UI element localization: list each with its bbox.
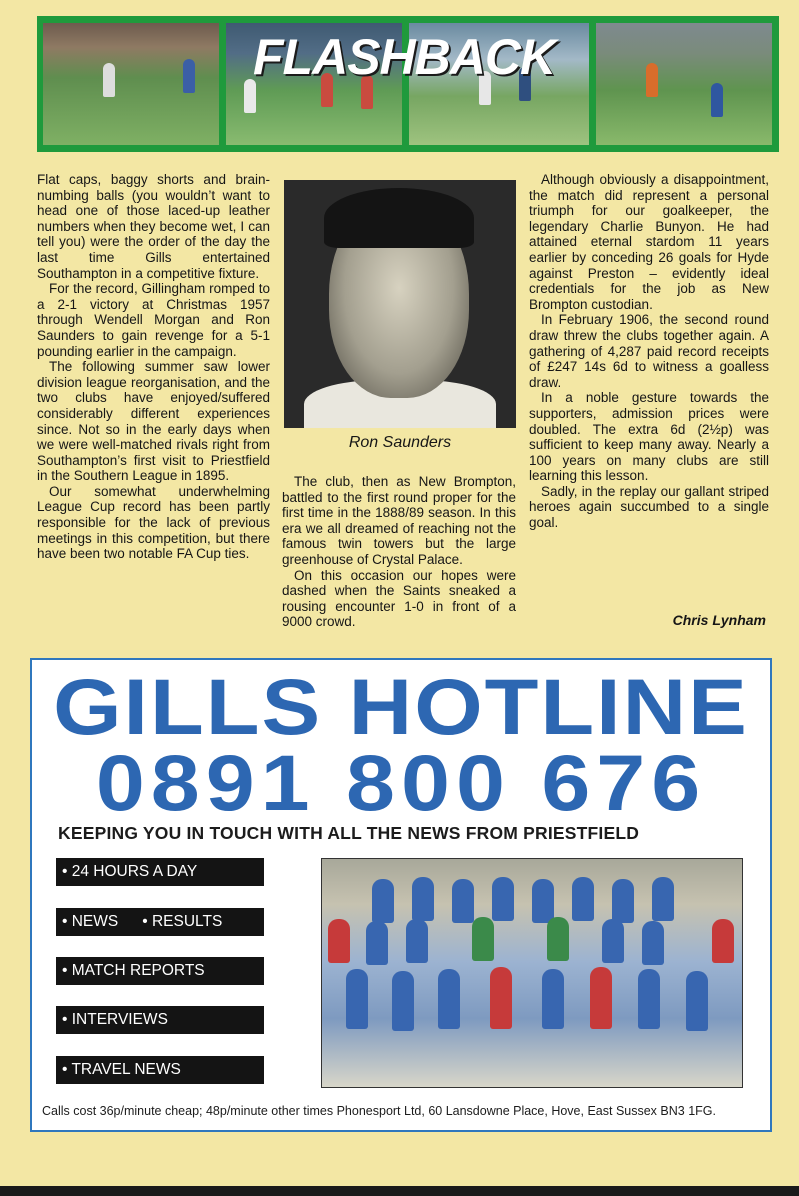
photo-hair — [324, 188, 474, 248]
hotline-tagline: KEEPING YOU IN TOUCH WITH ALL THE NEWS FROM PRIESTFIELD — [58, 823, 640, 843]
article-column-1 — [37, 172, 270, 562]
player — [366, 921, 388, 965]
player — [346, 969, 368, 1029]
feature-bar-24-hours — [56, 858, 264, 886]
paragraph: On this occasion our hopes were dashed when the Saints sneaked a rousing encounter 1-0 in front of a 9000 crowd. — [282, 567, 516, 630]
match-photo-4 — [596, 23, 772, 145]
player — [532, 879, 554, 923]
player — [590, 967, 612, 1029]
player — [572, 877, 594, 921]
player — [686, 971, 708, 1031]
photo-caption: Ron Saunders — [348, 434, 452, 451]
player — [412, 877, 434, 921]
feature-label: • 24 HOURS A DAY — [62, 863, 198, 880]
player — [406, 919, 428, 963]
article-column-2 — [282, 474, 516, 630]
player — [328, 919, 350, 963]
player — [547, 917, 569, 961]
paragraph: For the record, Gillingham romped to a 2-1 victory at Christmas 1957 through Wendell Morgan and Ron Saunders to gain revenge for a 5-1 pounding earlier in the campaign. — [37, 281, 270, 359]
player — [642, 921, 664, 965]
player — [490, 967, 512, 1029]
paragraph: Although obviously a disappointment, the match did represent a personal triumph for our goalkeeper, the legendary Charlie Bunyon. He had attained eternal stardom 11 years earlier by conceding 26 goals for Hyde against Preston – evidently ideal credentials for the job as New Brompton custodian. — [529, 172, 769, 312]
feature-label: • INTERVIEWS — [62, 1011, 168, 1028]
feature-label: • RESULTS — [142, 913, 223, 930]
player — [452, 879, 474, 923]
player — [472, 917, 494, 961]
team-photo — [321, 858, 743, 1088]
feature-label: • TRAVEL NEWS — [62, 1061, 181, 1078]
player — [438, 969, 460, 1029]
hotline-phone-number: 0891 800 676 — [95, 738, 707, 828]
player-figure — [646, 63, 658, 97]
paragraph: Flat caps, baggy shorts and brain-numbing balls (you wouldn’t want to head one of those laced-up leather numbers when they become wet, I can tell you) were the order of the day the last time Gills entertained Southampton in a competitive fixture. — [37, 172, 270, 281]
flashback-header — [37, 16, 779, 152]
player — [392, 971, 414, 1031]
player-figure — [711, 83, 723, 117]
feature-label: • MATCH REPORTS — [62, 962, 205, 979]
page-bottom-edge — [0, 1186, 799, 1196]
player — [492, 877, 514, 921]
player — [652, 877, 674, 921]
player — [602, 919, 624, 963]
paragraph: In February 1906, the second round draw threw the clubs together again. A gathering of 4,287 paid record receipts of £247 14s 6d to witness a goalless draw. — [529, 312, 769, 390]
feature-bar-news-results — [56, 908, 264, 936]
paragraph: In a noble gesture towards the supporters, admission prices were doubled. The extra 6d (2½p) was sufficient to keep many away. Nearly a 100 years on many clubs are still learning this lesson. — [529, 390, 769, 484]
paragraph: The following summer saw lower division league reorganisation, and the two clubs have enjoyed/suffered considerably different experiences since. Not so in the early days when we were well-matched rivals right from Southampton’s first visit to Priestfield in the Southern League in 1895. — [37, 359, 270, 484]
feature-bar-travel-news — [56, 1056, 264, 1084]
player — [712, 919, 734, 963]
player-figure — [103, 63, 115, 97]
feature-bar-interviews — [56, 1006, 264, 1034]
section-title: FLASHBACK — [253, 29, 556, 85]
call-cost-footnote: Calls cost 36p/minute cheap; 48p/minute other times Phonesport Ltd, 60 Lansdowne Place, Hove, East Sussex BN3 1FG. — [42, 1104, 716, 1118]
player — [542, 969, 564, 1029]
feature-label: • NEWS — [62, 913, 119, 930]
match-photo-1 — [43, 23, 219, 145]
gills-hotline-advert — [30, 658, 772, 1132]
paragraph: Our somewhat underwhelming League Cup record has been partly responsible for the lack of previous meetings in this competition, but there have been two notable FA Cup ties. — [37, 483, 270, 562]
paragraph: The club, then as New Brompton, battled to the first round proper for the first time in the 1888/89 season. In this era we all dreamed of reaching not the famous twin towers but the large greenhouse of Crystal Palace. — [282, 474, 516, 567]
author-byline: Chris Lynham — [672, 612, 766, 628]
hotline-title: GILLS HOTLINE — [53, 662, 749, 752]
paragraph: Sadly, in the replay our gallant striped heroes again succumbed to a single goal. — [529, 483, 769, 531]
feature-bar-match-reports — [56, 957, 264, 985]
player — [638, 969, 660, 1029]
player — [372, 879, 394, 923]
article-column-3 — [529, 172, 769, 531]
player-figure — [183, 59, 195, 93]
ron-saunders-photo — [284, 180, 516, 428]
player — [612, 879, 634, 923]
